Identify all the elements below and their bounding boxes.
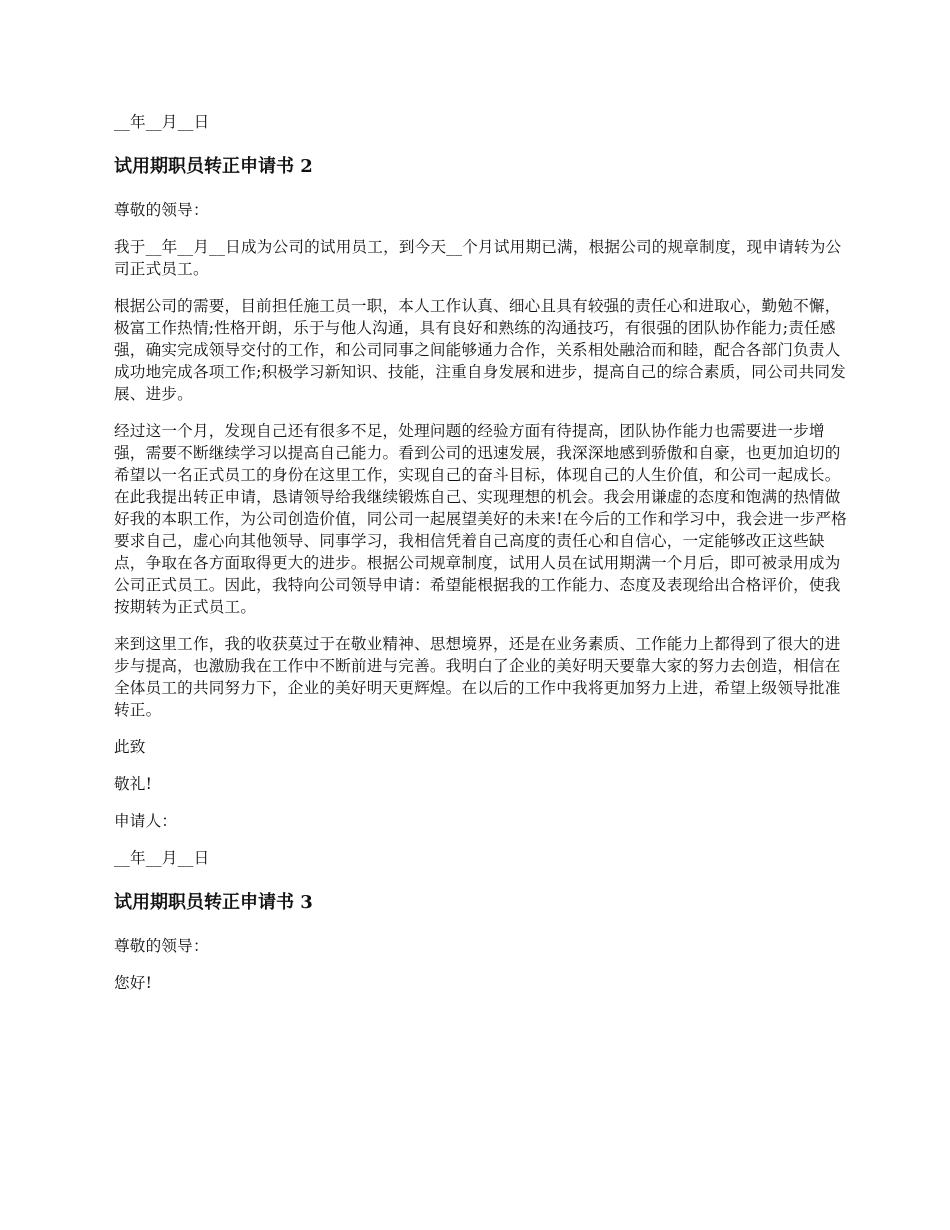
document-body xyxy=(114,111,854,994)
body-paragraph: 来到这里工作，我的收获莫过于在敬业精神、思想境界，还是在业务素质、工作能力上都得到了很大的进步与提高，也激励我在工作中不断前进与完善。我明白了企业的美好明天要靠大家的努力去创造，相信在全体员工的共同努力下，企业的美好明天更辉煌。在以后的工作中我将更加努力上进，希望上级领导批准转正。 xyxy=(114,635,841,719)
date-line: __年__月__日 xyxy=(114,849,210,867)
applicant-label: 申请人： xyxy=(114,812,178,830)
salutation: 尊敬的领导： xyxy=(114,937,209,955)
body-paragraph: 经过这一个月，发现自己还有很多不足，处理问题的经验方面有待提高，团队协作能力也需要进一步增强，需要不断继续学习以提高自己能力。看到公司的迅速发展，我深深地感到骄傲和自豪，也更加迫切的希望以一名正式员工的身份在这里工作，实现自己的奋斗目标，体现自己的人生价值，和公司一起成长。在此我提出转正申请，恳请领导给我继续锻炼自己、实现理想的机会。我会用谦虚的态度和饱满的热情做好我的本职工作，为公司创造价值，同公司一起展望美好的未来!在今后的工作和学习中，我会进一步严格要求自己，虚心向其他领导、同事学习，我相信凭着自己高度的责任心和自信心，一定能够改正这些缺点，争取在各方面取得更大的进步。根据公司规章制度，试用人员在试用期满一个月后，即可被录用成为公司正式员工。因此，我特向公司领导申请：希望能根据我的工作能力、态度及表现给出合格评价，使我按期转为正式员工。 xyxy=(114,422,847,616)
body-paragraph: 我于__年__月__日成为公司的试用员工，到今天__个月试用期已满，根据公司的规章制度，现申请转为公司正式员工。 xyxy=(114,238,842,278)
salutation: 尊敬的领导： xyxy=(114,201,209,219)
section-title: 试用期职员转正申请书 2 xyxy=(114,156,313,177)
greeting: 您好! xyxy=(114,974,153,992)
date-line: __年__月__日 xyxy=(114,113,210,131)
closing-salute: 敬礼! xyxy=(114,775,153,793)
body-paragraph: 根据公司的需要，目前担任施工员一职，本人工作认真、细心且具有较强的责任心和进取心，勤勉不懈，极富工作热情;性格开朗，乐于与他人沟通，具有良好和熟练的沟通技巧，有很强的团队协作能力;责任感强，确实完成领导交付的工作，和公司同事之间能够通力合作，关系相处融洽而和睦，配合各部门负责人成功地完成各项工作;积极学习新知识、技能，注重自身发展和进步，提高自己的综合素质，同公司共同发展、进步。 xyxy=(114,297,846,403)
section-title: 试用期职员转正申请书 3 xyxy=(114,892,313,913)
closing-line: 此致 xyxy=(114,738,146,756)
